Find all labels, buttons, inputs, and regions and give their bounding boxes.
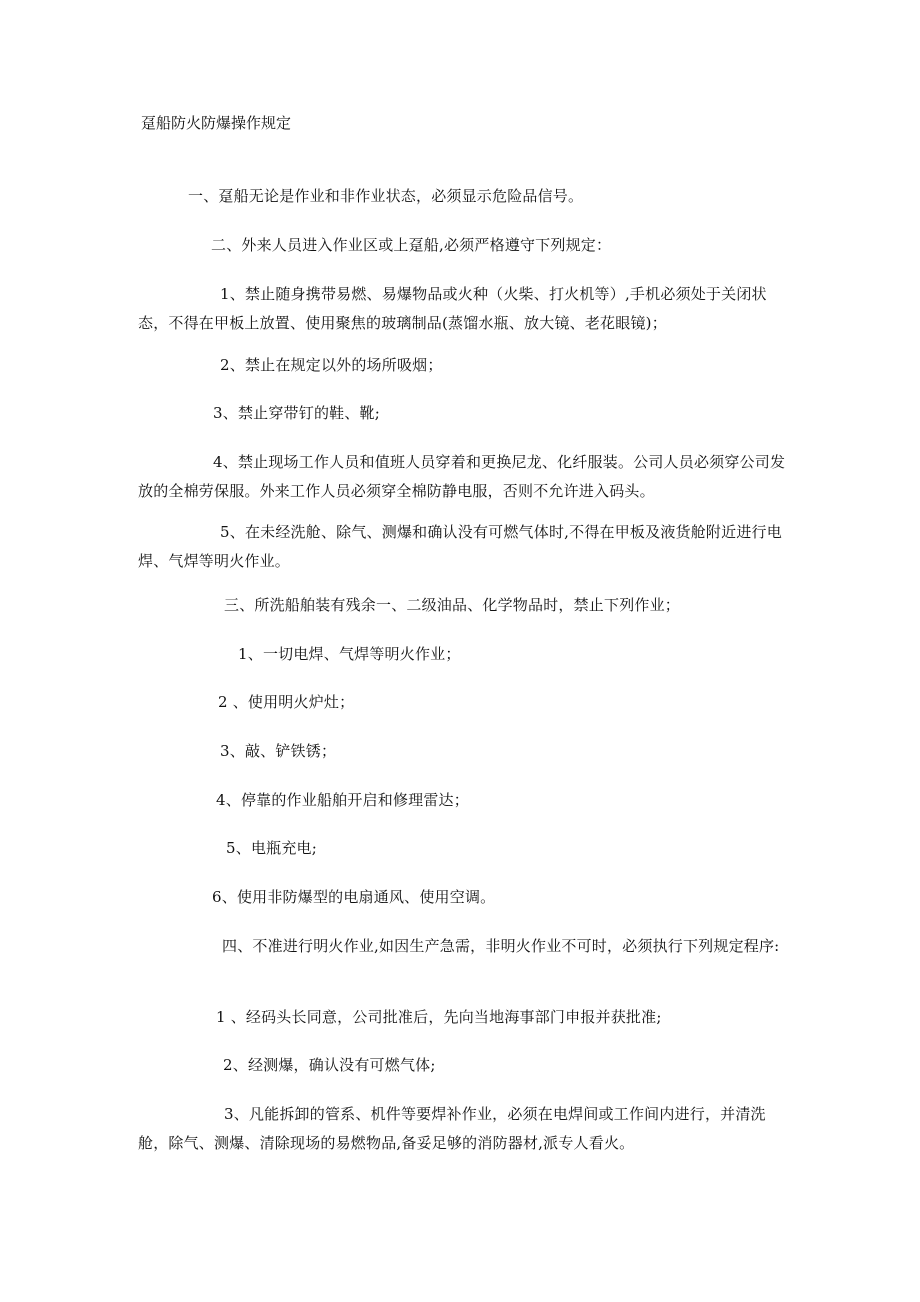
paragraph-rule-4-2: 2、经测爆，确认没有可燃气体; bbox=[223, 1056, 436, 1074]
paragraph-section-4: 四、不准进行明火作业,如因生产急需，非明火作业不可时，必须执行下列规定程序: bbox=[222, 937, 780, 955]
paragraph-rule-2-1: 1、禁止随身携带易燃、易爆物品或火种（火柴、打火机等）,手机必须处于关闭状态，不得在甲板上放置、使用聚焦的玻璃制品(蒸馏水瓶、放大镜、老花眼镜)； bbox=[138, 285, 767, 332]
document-title: 趸船防火防爆操作规定 bbox=[141, 114, 292, 132]
paragraph-rule-3-3: 3、敲、铲铁锈； bbox=[220, 742, 337, 760]
paragraph-rule-3-1: 1、一切电焊、气焊等明火作业； bbox=[238, 645, 461, 663]
paragraph-rule-3-4: 4、停靠的作业船舶开启和修理雷达； bbox=[216, 791, 469, 809]
paragraph-section-2: 二、外来人员进入作业区或上趸船,必须严格遵守下列规定： bbox=[211, 236, 612, 254]
paragraph-rule-2-2: 2、禁止在规定以外的场所吸烟； bbox=[220, 356, 443, 374]
paragraph-rule-4-1: 1 、经码头长同意，公司批准后，先向当地海事部门申报并获批准; bbox=[216, 1008, 662, 1026]
paragraph-section-3: 三、所洗船舶装有残余一、二级油品、化学物品时，禁止下列作业； bbox=[224, 596, 681, 614]
paragraph-rule-2-5: 5、在未经洗舱、除气、测爆和确认没有可燃气体时,不得在甲板及液货舱附近进行电焊、气焊等明火作业。 bbox=[138, 523, 782, 570]
paragraph-rule-3-6: 6、使用非防爆型的电扇通风、使用空调。 bbox=[212, 888, 496, 906]
paragraph-section-1: 一、趸船无论是作业和非作业状态，必须显示危险品信号。 bbox=[188, 187, 584, 205]
paragraph-rule-2-4: 4、禁止现场工作人员和值班人员穿着和更换尼龙、化纤服装。公司人员必须穿公司发放的全棉劳保服。外来工作人员必须穿全棉防静电服，否则不允许进入码头。 bbox=[138, 453, 786, 500]
paragraph-rule-3-5: 5、电瓶充电; bbox=[226, 839, 317, 857]
paragraph-rule-4-3: 3、凡能拆卸的管系、机件等要焊补作业，必须在电焊间或工作间内进行，并清洗舱，除气、测爆、清除现场的易燃物品,备妥足够的消防器材,派专人看火。 bbox=[138, 1105, 766, 1152]
paragraph-rule-2-3: 3、禁止穿带钉的鞋、靴; bbox=[213, 404, 380, 422]
paragraph-rule-3-2: 2 、使用明火炉灶； bbox=[218, 693, 355, 711]
